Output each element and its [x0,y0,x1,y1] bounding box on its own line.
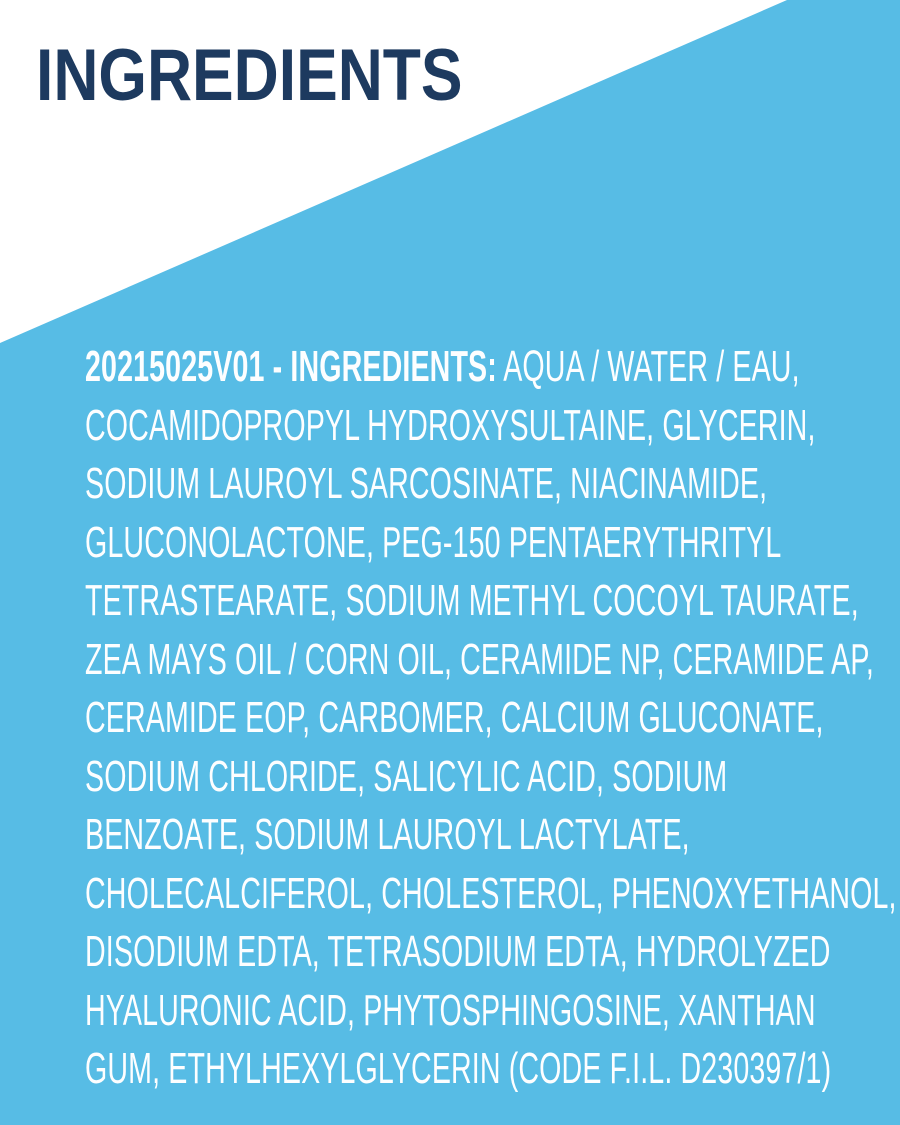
ingredients-line-11: DISODIUM EDTA, TETRASODIUM EDTA, HYDROLYZED [85,927,831,976]
ingredients-line-12: HYALURONIC ACID, PHYTOSPHINGOSINE, XANTHAN [85,985,816,1035]
ingredients-line-1-text: AQUA / WATER / EAU, [503,342,800,391]
ingredients-text-block [85,338,897,1099]
ingredients-line-3: SODIUM LAUROYL SARCOSINATE, NIACINAMIDE, [85,459,768,508]
ingredients-line-4: GLUCONOLACTONE, PEG-150 PENTAERYTHRITYL [85,517,782,567]
ingredients-line-13: GUM, ETHYLHEXYLGLYCERIN (CODE F.I.L. D230397/1) [85,1044,832,1093]
ingredients-line-6: ZEA MAYS OIL / CORN OIL, CERAMIDE NP, CERAMIDE AP, [85,634,874,684]
ingredients-line-10: CHOLECALCIFEROL, CHOLESTEROL, PHENOXYETHANOL, [85,868,897,918]
ingredients-line-7: CERAMIDE EOP, CARBOMER, CALCIUM GLUCONATE, [85,693,824,742]
ingredients-line-9: BENZOATE, SODIUM LAUROYL LACTYLATE, [85,810,690,859]
page-title: INGREDIENTS [36,35,463,116]
ingredients-line-5: TETRASTEARATE, SODIUM METHYL COCOYL TAURATE, [85,576,859,625]
ingredients-line-1 [85,338,872,397]
ingredients-line-8: SODIUM CHLORIDE, SALICYLIC ACID, SODIUM [85,751,728,801]
ingredients-line-2: COCAMIDOPROPYL HYDROXYSULTAINE, GLYCERIN, [85,400,816,450]
batch-code-and-ingredients-label: 20215025V01 - INGREDIENTS: [85,342,497,391]
